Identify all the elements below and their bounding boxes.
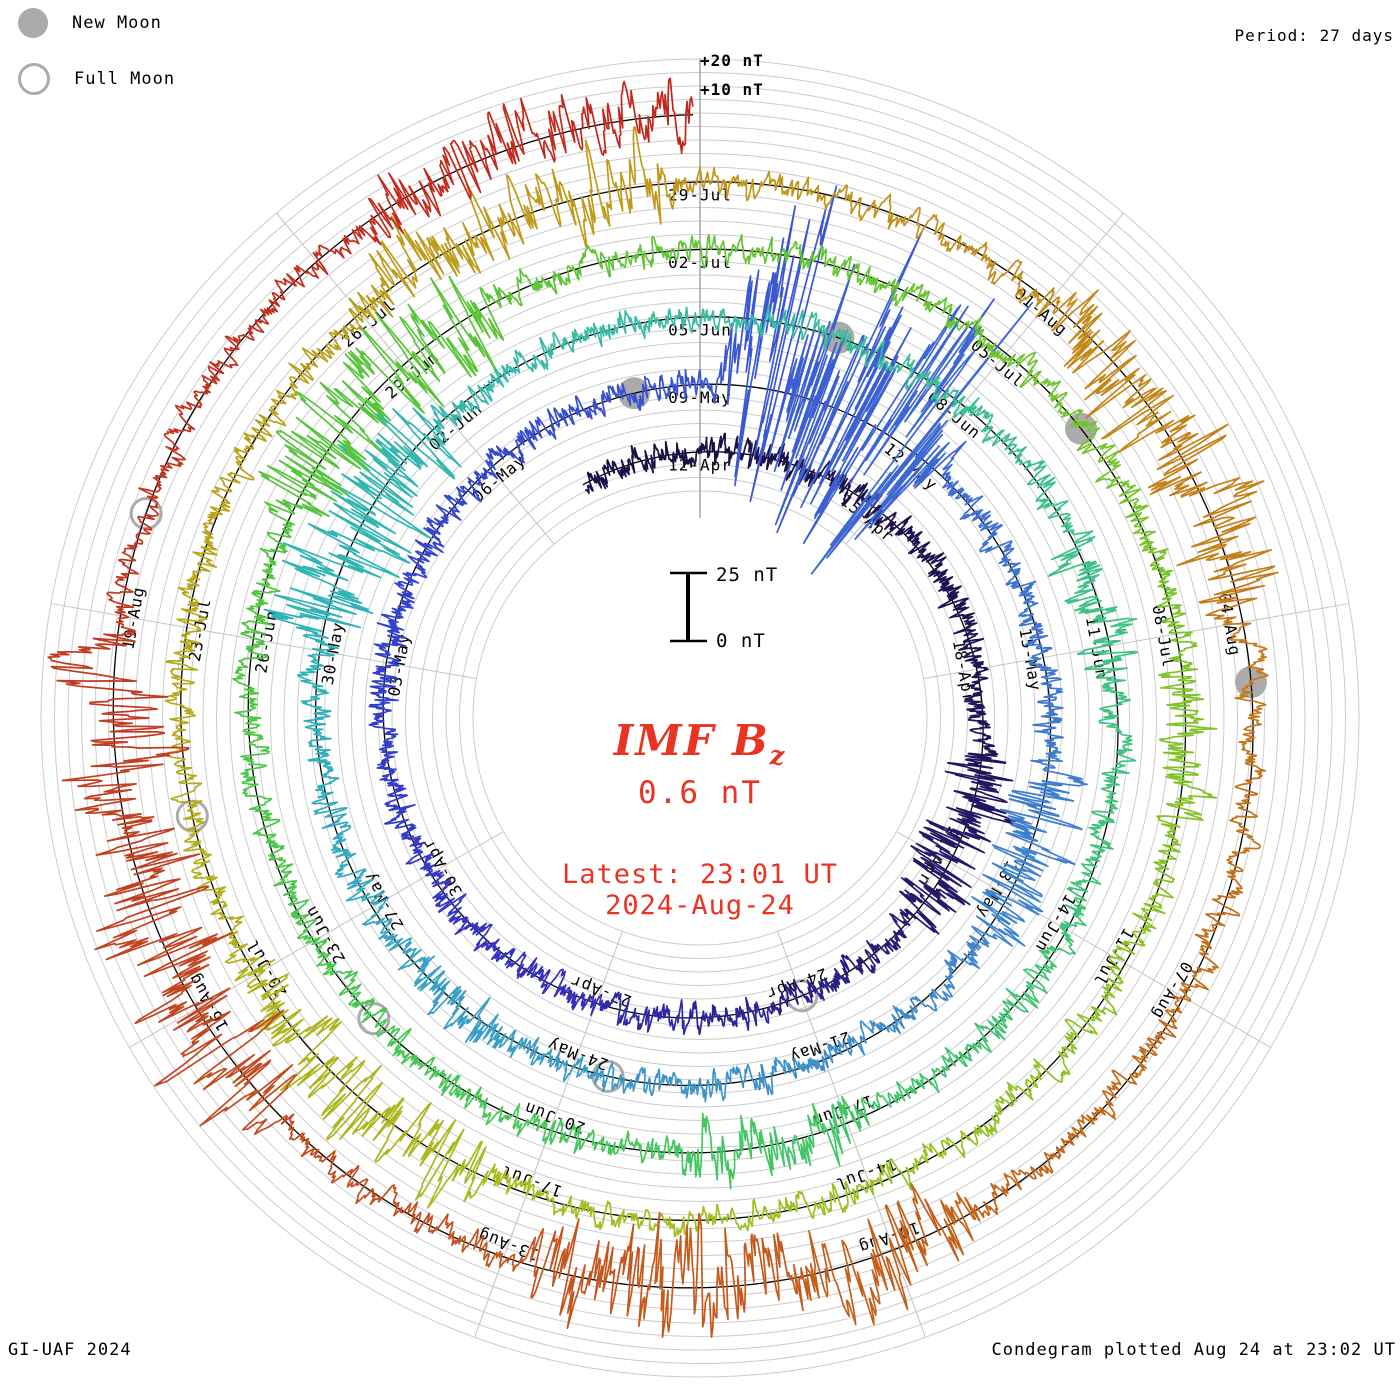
ring-date-label: 17-Jul [498, 1161, 565, 1202]
legend-row-full-moon [18, 60, 175, 98]
scale-bar-labels [716, 564, 778, 652]
ring-date-label: 03-May [384, 631, 415, 698]
ring-date-label: 18-May [972, 857, 1022, 922]
ring-date-label: 27-Apr [567, 971, 634, 1011]
ring-date-label: 19-Aug [118, 584, 149, 652]
full-moon-label: Full Moon [74, 69, 176, 89]
latest-date-line: 2024-Aug-24 [605, 890, 795, 922]
bz-trace-segment [686, 998, 771, 1035]
quantity-title-main: IMF B [613, 716, 770, 765]
bz-trace-segment [652, 1114, 774, 1189]
ring-date-label: 12-May [880, 438, 942, 495]
bz-trace-segment [309, 1057, 455, 1200]
bz-trace-segment [301, 700, 339, 808]
bz-trace-segment [1001, 751, 1088, 865]
full-moon-icon [18, 63, 50, 95]
ring-date-label: 29-Jul [668, 185, 732, 205]
ring-date-label: 30-May [317, 620, 348, 687]
bz-trace-segment [841, 914, 910, 977]
bz-trace-segment [369, 668, 398, 756]
bz-trace-segment [941, 1132, 1074, 1255]
bz-trace-segment [714, 1182, 854, 1231]
bz-trace-segment [403, 503, 460, 584]
ring-date-label: 17-Jun [809, 1091, 877, 1131]
ring-date-label: 24-May [544, 1034, 611, 1075]
grid-spoke [924, 604, 1349, 682]
bz-trace-segment [450, 916, 525, 978]
ring-date-label: 06-May [468, 450, 530, 507]
ring-date-label: 04-Aug [1214, 591, 1245, 658]
latest-time-line: Latest: 23:01 UT [561, 859, 839, 891]
ring-date-label: 15-Apr [836, 490, 898, 547]
outer-label-20nt: +20 nT [700, 51, 764, 70]
ring-date-label: 16-Aug [183, 969, 233, 1035]
ring-date-label: 29-Jun [381, 347, 443, 403]
ring-date-label: 13-Aug [475, 1224, 542, 1265]
bz-trace-segment [1068, 1019, 1177, 1137]
ring-date-label: 18-Apr [948, 638, 979, 705]
quantity-title-sub: z [769, 741, 787, 772]
scale-bottom-label: 0 nT [716, 630, 766, 652]
bz-trace-segment [518, 396, 606, 449]
ring-date-label: 12-Apr [668, 455, 732, 475]
ring-date-label: 11-Jul [1089, 924, 1139, 990]
bz-trace-segment [165, 677, 203, 821]
ring-date-label: 02-Jul [668, 253, 732, 272]
ring-date-label: 20-Jul [242, 935, 291, 1001]
ring-date-label: 11-Jun [1081, 614, 1112, 682]
bz-trace-segment [917, 553, 974, 619]
ring-date-label: 26-Jul [338, 295, 400, 351]
credit-label: GI-UAF 2024 [8, 1340, 132, 1360]
ring-date-label: 05-Jun [668, 320, 732, 340]
ring-date-label: 14-Jul [832, 1154, 900, 1195]
ring-date-label: 23-Jul [184, 596, 215, 663]
quantity-title [450, 716, 950, 771]
ring-date-label: 14-Jun [1031, 890, 1080, 956]
ring-date-label: 05-Jul [967, 335, 1029, 392]
legend-row-new-moon [18, 4, 175, 42]
bz-trace-segment [559, 78, 693, 155]
ring-date-label: 07-Aug [1148, 958, 1197, 1024]
bz-trace-segment [1227, 722, 1265, 875]
center-readout [450, 716, 950, 921]
scale-top-label: 25 nT [716, 564, 779, 586]
bz-trace-segment [203, 406, 285, 535]
bz-trace-segment [970, 406, 1055, 502]
outer-nt-labels [700, 46, 764, 104]
period-label: Period: 27 days [1234, 26, 1394, 45]
plotted-timestamp: Condegram plotted Aug 24 at 23:02 UT [991, 1340, 1396, 1360]
ring-date-label: 09-May [668, 388, 732, 407]
ring-date-label: 23-Jun [300, 902, 350, 967]
ring-date-label: 15-May [1015, 626, 1046, 693]
ring-date-label: 30-Apr [417, 834, 467, 900]
ring-date-label: 10-Aug [855, 1217, 923, 1258]
ring-date-label: 08-Jun [923, 387, 985, 443]
ring-date-label: 01-Aug [1010, 283, 1072, 340]
bz-trace-segment [881, 1038, 991, 1107]
latest-value: 0.6 nT [638, 775, 762, 812]
ring-date-label: 02-Jun [424, 398, 486, 455]
ring-date-label: 20-Jun [521, 1098, 588, 1138]
ring-date-label: 24-Apr [763, 964, 830, 1004]
moon-legend [18, 4, 175, 116]
bz-trace-segment [331, 1166, 483, 1252]
new-moon-icon [18, 8, 48, 38]
ring-date-label: 21-May [786, 1027, 854, 1068]
bz-trace-segment [1089, 719, 1135, 834]
ring-date-label: 27-May [359, 868, 408, 934]
ring-date-label: 21-Apr [914, 823, 963, 889]
bz-trace-segment [947, 481, 1013, 563]
outer-label-10nt: +10 nT [700, 80, 764, 99]
new-moon-label: New Moon [72, 13, 162, 33]
ring-date-label: 08-Jul [1148, 603, 1179, 670]
ring-date-label: 26-Jun [251, 608, 282, 675]
